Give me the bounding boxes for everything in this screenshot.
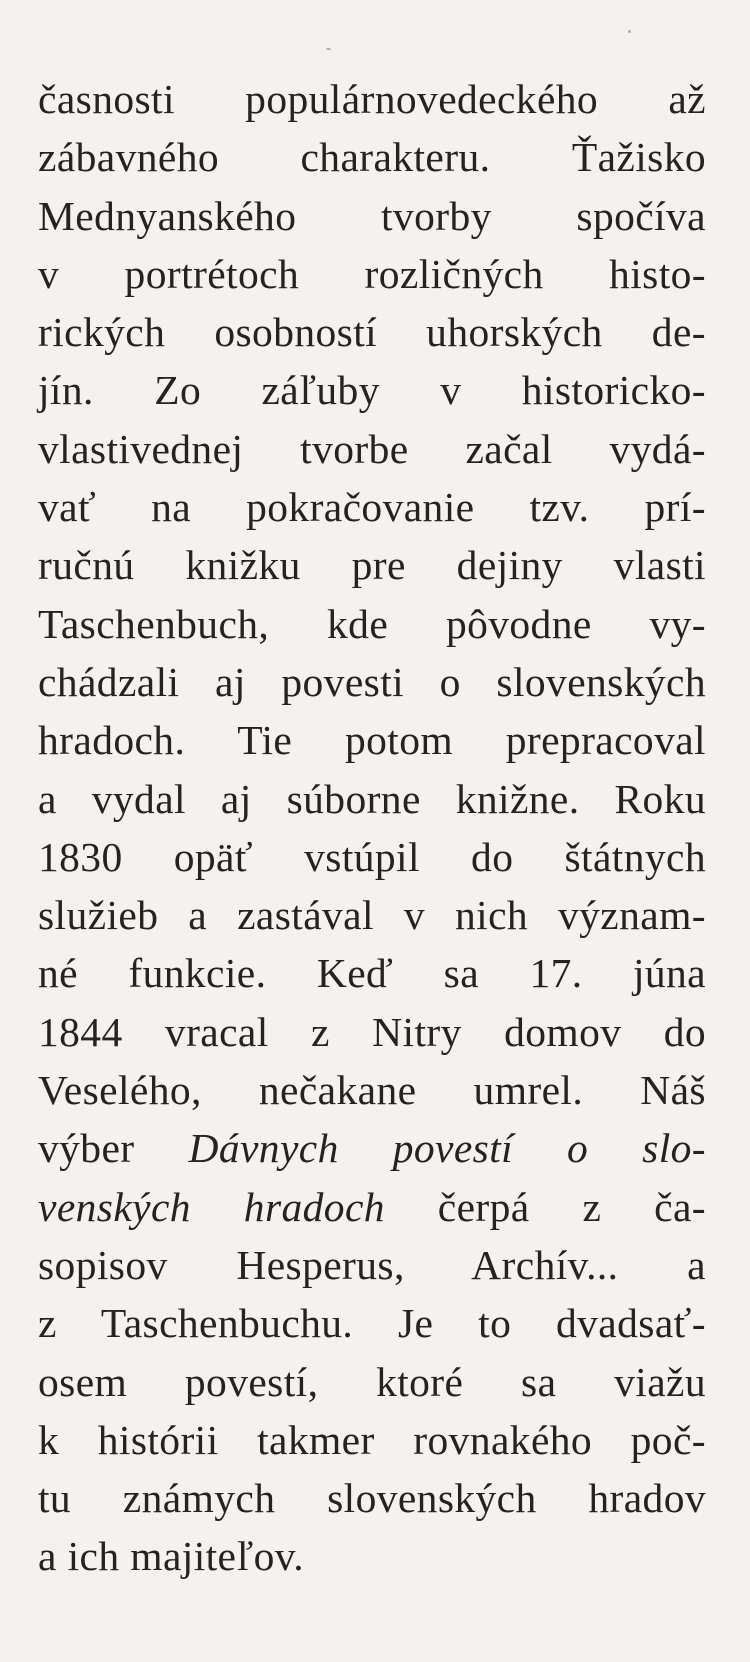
text-line: tu známych slovenských hradov bbox=[38, 1475, 706, 1522]
book-title-italic: Dávnych povestí o slo- bbox=[188, 1125, 706, 1172]
text-line: a ich majiteľov. bbox=[38, 1533, 305, 1580]
text-span: výber bbox=[38, 1125, 189, 1172]
text-line: Mednyanského tvorby spočíva bbox=[38, 192, 706, 239]
paper-speck bbox=[326, 48, 331, 50]
text-line: a vydal aj súborne knižne. Roku bbox=[38, 775, 706, 822]
text-line: rických osobností uhorských de- bbox=[38, 309, 706, 356]
text-line bbox=[38, 1178, 706, 1236]
text-line: v portrétoch rozličných histo- bbox=[38, 250, 706, 297]
text-line bbox=[38, 1119, 706, 1177]
text-line: 1844 vracal z Nitry domov do bbox=[38, 1008, 706, 1055]
text-line: k histórii takmer rovnakého poč- bbox=[38, 1416, 706, 1463]
text-line: ručnú knižku pre dejiny vlasti bbox=[38, 542, 706, 589]
text-line: osem povestí, ktoré sa viažu bbox=[38, 1358, 706, 1405]
text-line: chádzali aj povesti o slovenských bbox=[38, 658, 706, 705]
body-text bbox=[38, 70, 706, 1586]
text-line: sopisov Hesperus, Archív... a bbox=[38, 1241, 706, 1288]
text-line: z Taschenbuchu. Je to dvadsať- bbox=[38, 1300, 706, 1347]
text-line: 1830 opäť vstúpil do štátnych bbox=[38, 833, 706, 880]
text-line: Veselého, nečakane umrel. Náš bbox=[38, 1067, 706, 1114]
text-line: jín. Zo záľuby v historicko- bbox=[38, 367, 706, 414]
paper-speck bbox=[628, 30, 631, 33]
text-line: služieb a zastával v nich význam- bbox=[38, 892, 706, 939]
text-line: vlastivednej tvorbe začal vydá- bbox=[38, 425, 706, 472]
text-line: Taschenbuch, kde pôvodne vy- bbox=[38, 600, 706, 647]
book-title-italic: venských hradoch bbox=[38, 1183, 385, 1230]
text-line: vať na pokračovanie tzv. prí- bbox=[38, 484, 706, 531]
text-line: zábavného charakteru. Ťažisko bbox=[38, 134, 706, 181]
text-line: né funkcie. Keď sa 17. júna bbox=[38, 950, 706, 997]
text-line: hradoch. Tie potom prepracoval bbox=[38, 717, 706, 764]
text-line: časnosti populárnovedeckého až bbox=[38, 76, 706, 122]
text-span: čerpá z ča- bbox=[384, 1183, 706, 1230]
